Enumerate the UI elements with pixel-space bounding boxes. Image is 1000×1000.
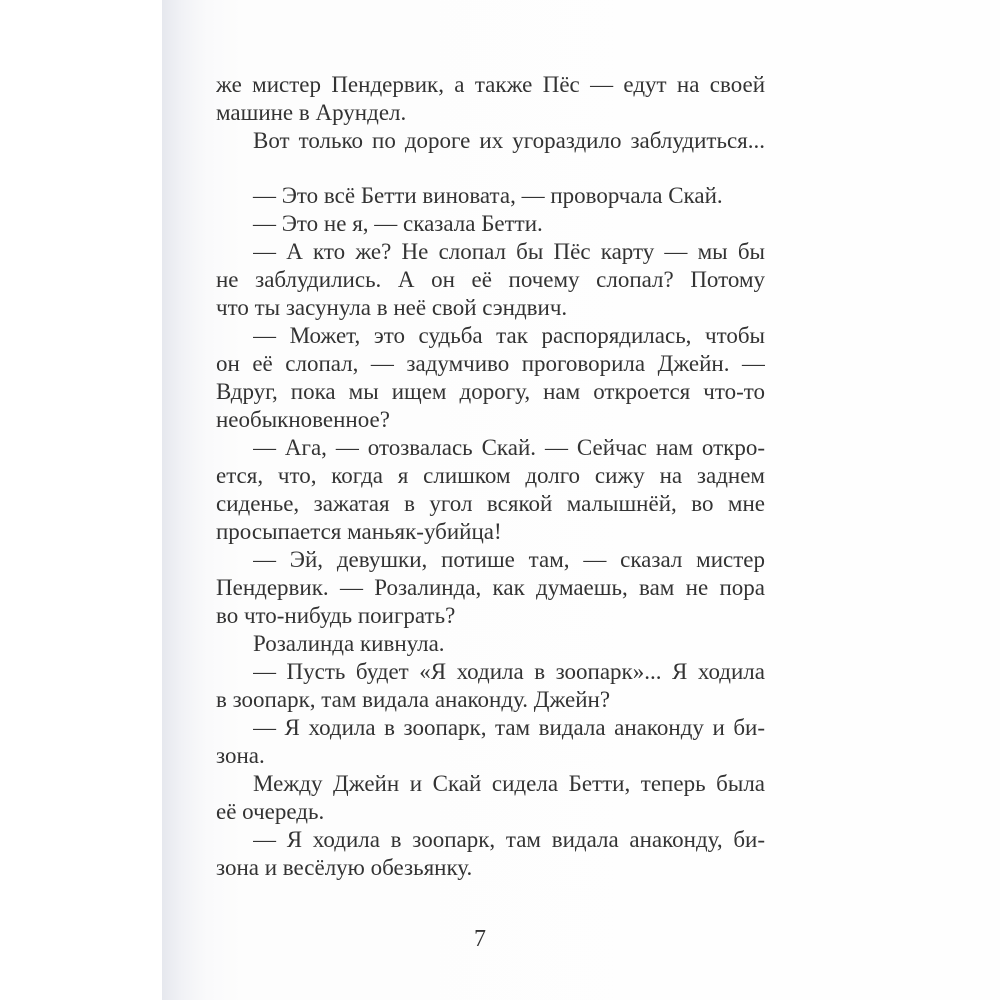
text-line: Вот только по дороге их угораздило заблудиться...	[253, 128, 765, 153]
text-line: зона.	[216, 743, 265, 768]
text-line: Вдруг, пока мы ищем дорогу, нам откроется что-то	[216, 379, 765, 404]
text-line: зона и весёлую обезьянку.	[216, 855, 473, 880]
text-line: — Я ходила в зоопарк, там видала анаконду и би-	[253, 715, 765, 740]
text-line: Пендервик. — Розалинда, как думаешь, вам не пора	[216, 575, 765, 600]
text-line: Между Джейн и Скай сидела Бетти, теперь была	[253, 771, 765, 796]
page-number: 7	[474, 926, 486, 952]
text-line: — Ага, — отозвалась Скай. — Сейчас нам откро-	[253, 435, 765, 460]
text-line: — Пусть будет «Я ходила в зоопарк»... Я ходила	[253, 659, 765, 684]
text-line: сиденье, зажатая в угол всякой малышнёй, во мне	[216, 491, 765, 516]
text-line: Розалинда кивнула.	[253, 631, 445, 656]
text-line: во что-нибудь поиграть?	[216, 603, 456, 628]
text-line: — Я ходила в зоопарк, там видала анаконду, би-	[253, 827, 765, 852]
text-line: что ты засунула в неё свой сэндвич.	[216, 295, 568, 320]
text-line: же мистер Пендервик, а также Пёс — едут на своей	[216, 72, 765, 97]
text-line: ется, что, когда я слишком долго сижу на заднем	[216, 463, 765, 488]
text-line: — А кто же? Не слопал бы Пёс карту — мы бы	[253, 239, 765, 264]
text-line: — Может, это судьба так распорядилась, чтобы	[253, 323, 765, 348]
text-line: машине в Арундел.	[216, 100, 407, 125]
text-line: не заблудились. А он её почему слопал? Потому	[216, 267, 765, 292]
text-line: просыпается маньяк-убийца!	[216, 519, 502, 544]
text-line: необыкновенное?	[216, 407, 390, 432]
text-line: в зоопарк, там видала анаконду. Джейн?	[216, 687, 611, 712]
text-line: — Это не я, — сказала Бетти.	[253, 211, 543, 236]
text-line: — Это всё Бетти виновата, — проворчала Скай.	[253, 183, 723, 208]
text-line: он её слопал, — задумчиво проговорила Джейн. —	[216, 351, 765, 376]
text-line: — Эй, девушки, потише там, — сказал мистер	[253, 547, 765, 572]
text-line: её очередь.	[216, 799, 325, 824]
